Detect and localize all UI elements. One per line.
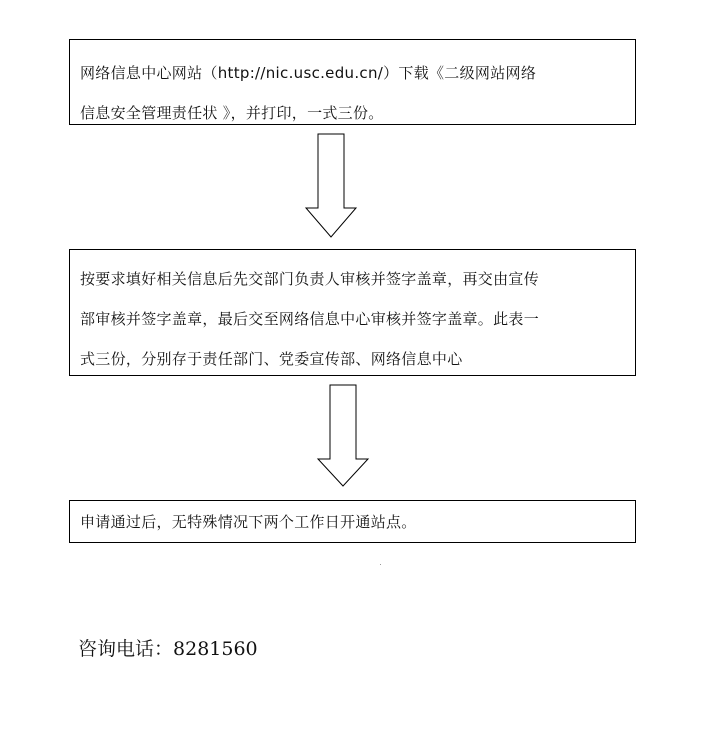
flow-step-activation-text: 申请通过后，无特殊情况下两个工作日开通站点。	[80, 513, 417, 531]
flow-step-review-text: 按要求填好相关信息后先交部门负责人审核并签字盖章，再交由宣传 部审核并签字盖章，最后交至网络信息中心审核并签字盖章。此表一 式三份，分别存于责任部门、党委宣传部、网络信息中心	[80, 270, 540, 368]
flow-step-download	[69, 39, 636, 125]
down-arrow-icon	[304, 133, 358, 239]
contact-label: 咨询电话：	[78, 638, 174, 660]
flow-step-review	[69, 249, 636, 376]
flow-step-activation	[69, 500, 636, 543]
contact-phone: 8281560	[173, 638, 258, 660]
down-arrow-icon	[316, 384, 370, 488]
stray-dot	[380, 564, 381, 565]
contact-info	[78, 634, 258, 661]
flow-step-download-text: 网络信息中心网站（http://nic.usc.edu.cn/）下载《二级网站网络 信息安全管理责任状 》，并打印，一式三份。	[80, 64, 537, 122]
